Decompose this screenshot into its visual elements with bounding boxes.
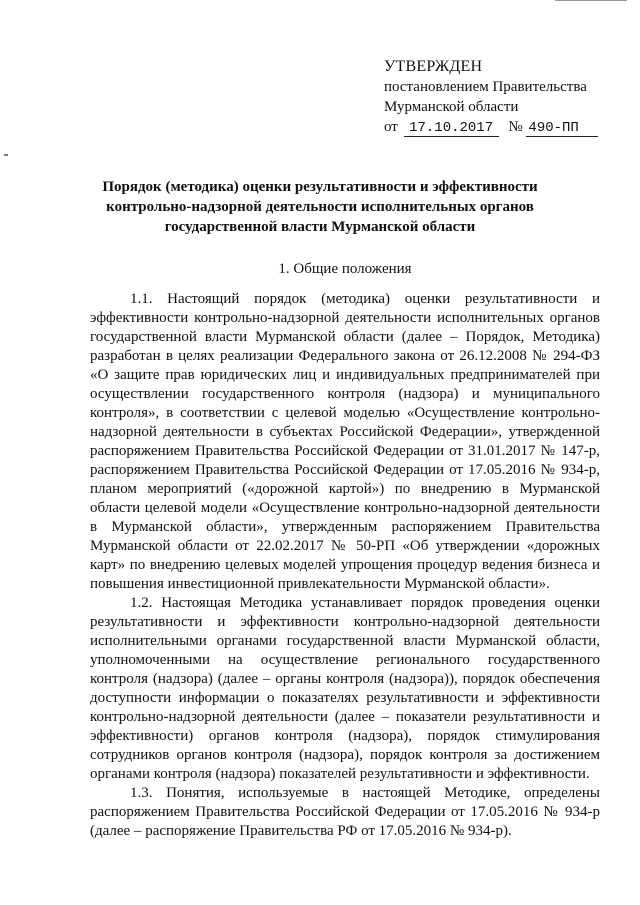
title-line-1: Порядок (методика) оценки результативности и эффективности xyxy=(102,179,538,195)
title-line-2: контрольно-надзорной деятельности исполнительных органов xyxy=(106,199,534,215)
title-line-3: государственной власти Мурманской области xyxy=(164,219,476,235)
approval-stamp xyxy=(384,57,624,137)
paragraph-1-2: 1.2. Настоящая Методика устанавливает порядок проведения оценки результативности и эффективности контрольно-надзорной деятельности исполнительными органами государственной власти Мурманской области, уполномоченными на осуществление регионального государственного контроля (надзора) (далее – органы контроля (надзора)), порядок обеспечения доступности информации о показателях результативности и эффективности контрольно-надзорной деятельности (далее – показатели результативности и эффективности) органов контроля (надзора), порядок стимулирования сотрудников органов контроля (надзора), порядок контроля за достижением органами контроля (надзора) показателей результативности и эффективности. xyxy=(90,595,600,782)
paragraph-1-3: 1.3. Понятия, используемые в настоящей Методике, определены распоряжением Правительства Российской Федерации от 17.05.2016 № 934-р (далее – распоряжение Правительства РФ от 17.05.2016 № 934-р). xyxy=(90,785,600,839)
approval-line-2: Мурманской области xyxy=(384,99,519,115)
section-heading: 1. Общие положения xyxy=(278,261,412,277)
approval-number: 490-ПП xyxy=(526,121,598,137)
top-edge-rule xyxy=(555,0,627,1)
paragraph-1-1: 1.1. Настоящий порядок (методика) оценки результативности и эффективности контрольно-надзорной деятельности исполнительных органов государственной власти Мурманской области (далее – Порядок, Методика) разработан в целях реализации Федерального закона от 26.12.2008 № 294-ФЗ «О защите прав юридических лиц и индивидуальных предпринимателей при осуществлении государственного контроля (надзора) и муниципального контроля», в соответствии с целевой моделью «Осуществление контрольно-надзорной деятельности в субъектах Российской Федерации», утвержденной распоряжением Правительства Российской Федерации от 31.01.2017 № 147-р, распоряжением Правительства Российской Федерации от 17.05.2016 № 934-р, планом мероприятий («дорожной картой») по внедрению в Мурманской области целевой модели «Осуществление контрольно-надзорной деятельности в Мурманской области», утвержденным распоряжением Правительства Мурманской области от 22.02.2017 № 50-РП «Об утверждении «дорожных карт» по внедрению целевых моделей упрощения процедур ведения бизнеса и повышения инвестиционной привлекательности Мурманской области». xyxy=(90,291,600,592)
approval-date: 17.10.2017 xyxy=(404,121,499,137)
margin-mark xyxy=(4,154,8,156)
approval-heading: УТВЕРЖДЕН xyxy=(384,58,483,75)
approval-line-1: постановлением Правительства xyxy=(384,79,587,95)
number-prefix: № xyxy=(508,119,523,135)
approval-date-line xyxy=(384,117,624,137)
document-body xyxy=(90,290,600,841)
date-prefix: от xyxy=(384,119,398,135)
document-title xyxy=(100,177,540,237)
